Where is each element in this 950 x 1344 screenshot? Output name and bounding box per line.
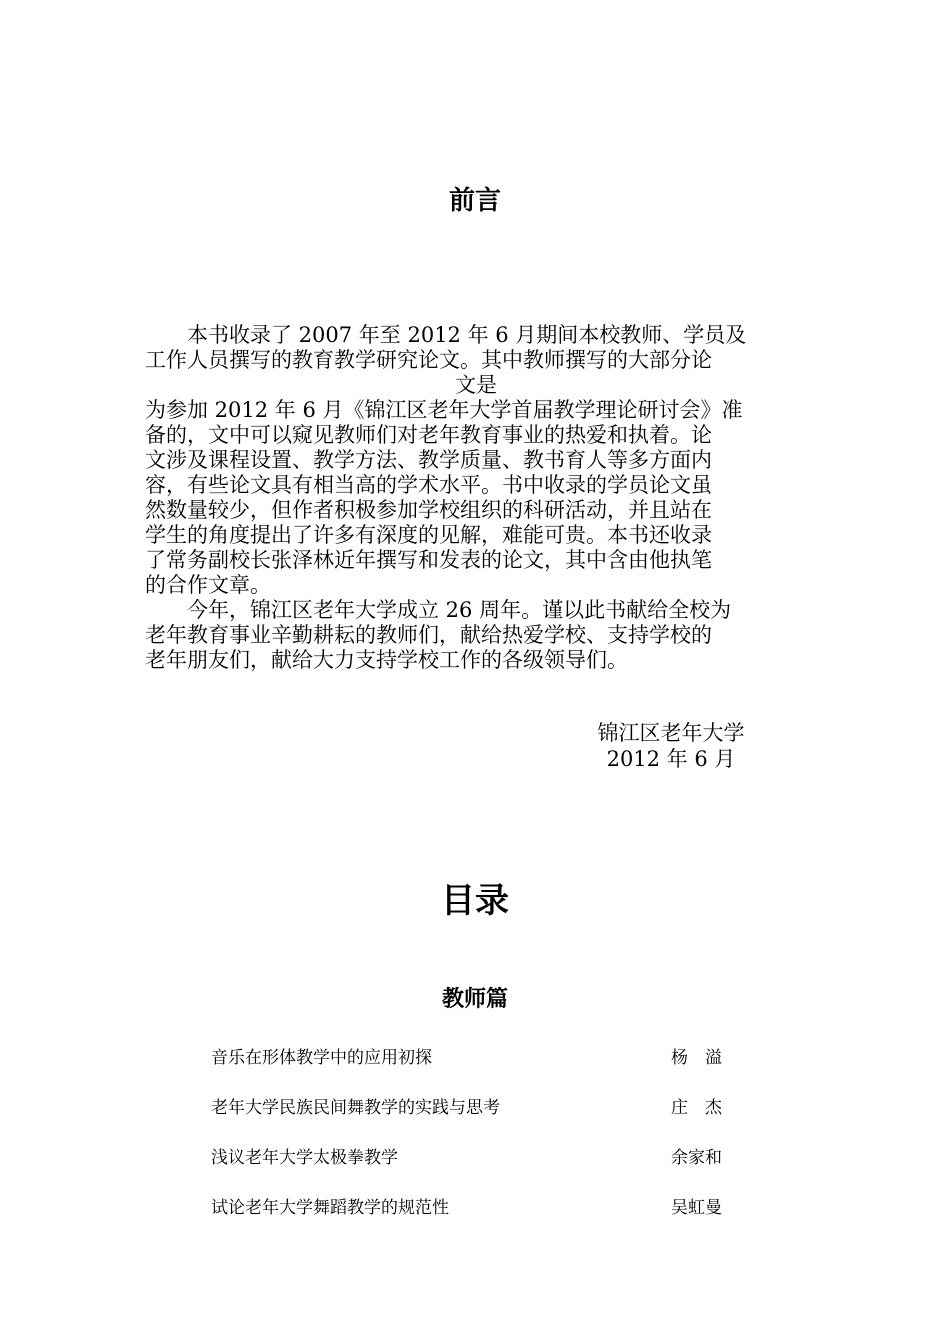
preface-line: 文是 <box>455 373 497 397</box>
preface-line: 然数量较少，但作者积极参加学校组织的科研活动，并且站在 <box>145 498 712 522</box>
preface-line: 今年，锦江区老年大学成立 26 周年。谨以此书献给全校为 <box>145 598 732 622</box>
preface-line: 本书收录了 2007 年至 2012 年 6 月期间本校教师、学员及 <box>145 323 747 347</box>
preface-line: 工作人员撰写的教育教学研究论文。其中教师撰写的大部分论 <box>145 348 712 372</box>
toc-entry-author: 吴虹曼 <box>671 1198 722 1218</box>
preface-line: 老年教育事业辛勤耕耘的教师们，献给热爱学校、支持学校的 <box>145 623 712 647</box>
preface-line: 为参加 2012 年 6 月《锦江区老年大学首届教学理论研讨会》准 <box>145 398 743 422</box>
toc-title: 目录 <box>441 881 509 921</box>
toc-entry[interactable] <box>211 1096 741 1146</box>
toc-section-title: 教师篇 <box>441 987 508 1012</box>
preface-body <box>145 323 807 673</box>
preface-line: 容，有些论文具有相当高的学术水平。书中收录的学员论文虽 <box>145 473 712 497</box>
toc-entry-title: 音乐在形体教学中的应用初探 <box>211 1048 432 1068</box>
signature-organization: 锦江区老年大学 <box>597 721 745 745</box>
toc-entry-title: 老年大学民族民间舞教学的实践与思考 <box>211 1098 500 1118</box>
toc-entry[interactable] <box>211 1046 741 1096</box>
toc-entry-author: 庄 杰 <box>671 1098 722 1118</box>
preface-signature <box>560 720 782 772</box>
preface-line: 学生的角度提出了许多有深度的见解，难能可贵。本书还收录 <box>145 523 712 547</box>
toc-entry-author: 余家和 <box>671 1148 722 1168</box>
toc-entry[interactable] <box>211 1146 741 1196</box>
toc-entry[interactable] <box>211 1196 741 1246</box>
preface-line: 文涉及课程设置、教学方法、教学质量、教书育人等多方面内 <box>145 448 712 472</box>
signature-date: 2012 年 6 月 <box>606 747 736 771</box>
toc-entry-title: 浅议老年大学太极拳教学 <box>211 1148 398 1168</box>
toc-list <box>211 1046 741 1246</box>
preface-line: 了常务副校长张泽林近年撰写和发表的论文，其中含由他执笔 <box>145 548 712 572</box>
preface-title: 前言 <box>448 186 501 216</box>
toc-entry-author: 杨 溢 <box>671 1048 722 1068</box>
preface-line: 备的，文中可以窥见教师们对老年教育事业的热爱和执着。论 <box>145 423 712 447</box>
preface-line: 的合作文章。 <box>145 573 271 597</box>
toc-entry-title: 试论老年大学舞蹈教学的规范性 <box>211 1198 449 1218</box>
preface-line: 老年朋友们，献给大力支持学校工作的各级领导们。 <box>145 648 628 672</box>
